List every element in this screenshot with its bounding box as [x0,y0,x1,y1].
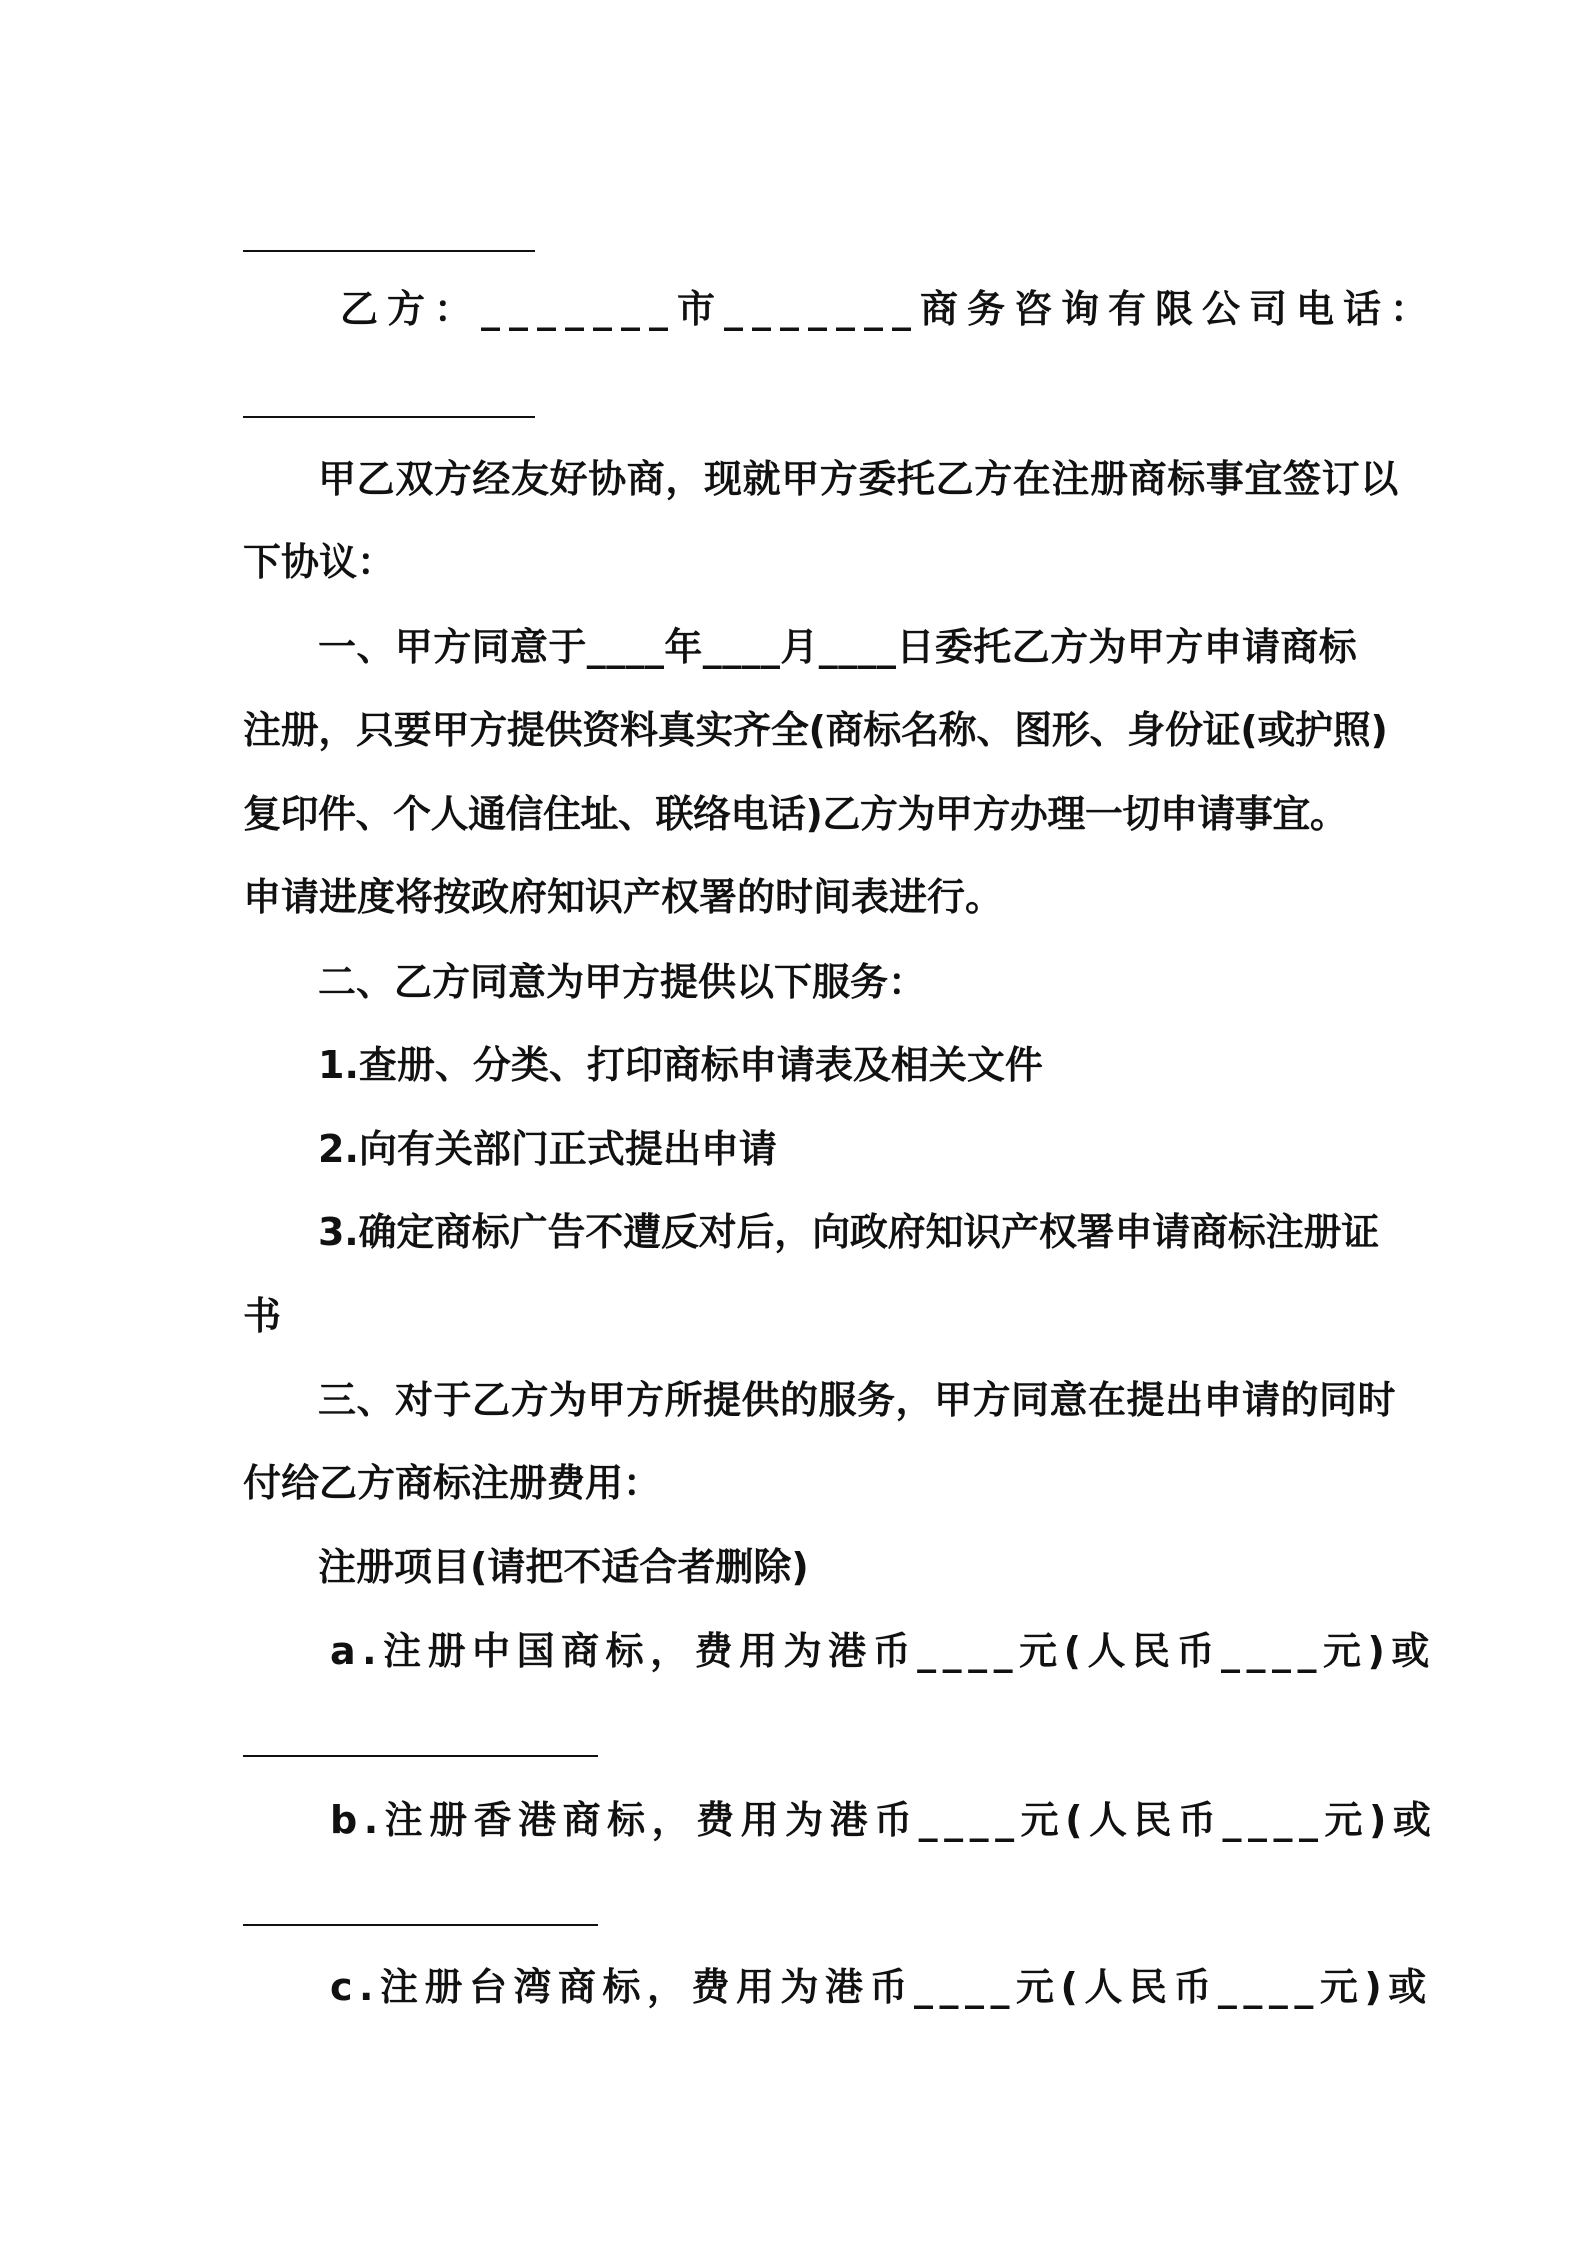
blank-rule-top [243,250,535,252]
clause1-line-1: 一、甲方同意于____年____月____日委托乙方为甲方申请商标 [318,625,1358,669]
party-b-line [340,287,1438,331]
blank-rule-item-b [243,1924,598,1926]
party-b-text: 乙方：_______市_______商务咨询有限公司电话： [340,287,1438,331]
item-c: c.注册台湾商标，费用为港币____元(人民币____元)或 [330,1965,1433,2009]
intro-line-2: 下协议： [243,540,396,584]
blank-rule-item-a [243,1755,598,1757]
item-a: a.注册中国商标，费用为港币____元(人民币____元)或 [330,1629,1436,1673]
intro-line-1: 甲乙双方经友好协商，现就甲方委托乙方在注册商标事宜签订以 [318,457,1399,501]
clause1-line-2: 注册，只要甲方提供资料真实齐全(商标名称、图形、身份证(或护照) [243,708,1388,752]
blank-rule-phone [243,416,535,418]
items-heading: 注册项目(请把不适合者删除) [318,1545,809,1589]
clause2-title: 二、乙方同意为甲方提供以下服务： [318,960,927,1004]
clause3-line-2: 付给乙方商标注册费用： [243,1461,662,1505]
clause1-line-4: 申请进度将按政府知识产权署的时间表进行。 [243,875,1004,919]
clause2-item-3-line-2: 书 [243,1294,282,1338]
item-b: b.注册香港商标，费用为港币____元(人民币____元)或 [330,1798,1438,1842]
clause2-item-2: 2.向有关部门正式提出申请 [318,1127,777,1171]
clause3-line-1: 三、对于乙方为甲方所提供的服务，甲方同意在提出申请的同时 [318,1378,1397,1422]
clause2-item-1: 1.查册、分类、打印商标申请表及相关文件 [318,1043,1043,1087]
clause2-item-3-line-1: 3.确定商标广告不遭反对后，向政府知识产权署申请商标注册证 [318,1210,1380,1254]
clause1-line-3: 复印件、个人通信住址、联络电话)乙方为甲方办理一切申请事宜。 [243,792,1348,836]
